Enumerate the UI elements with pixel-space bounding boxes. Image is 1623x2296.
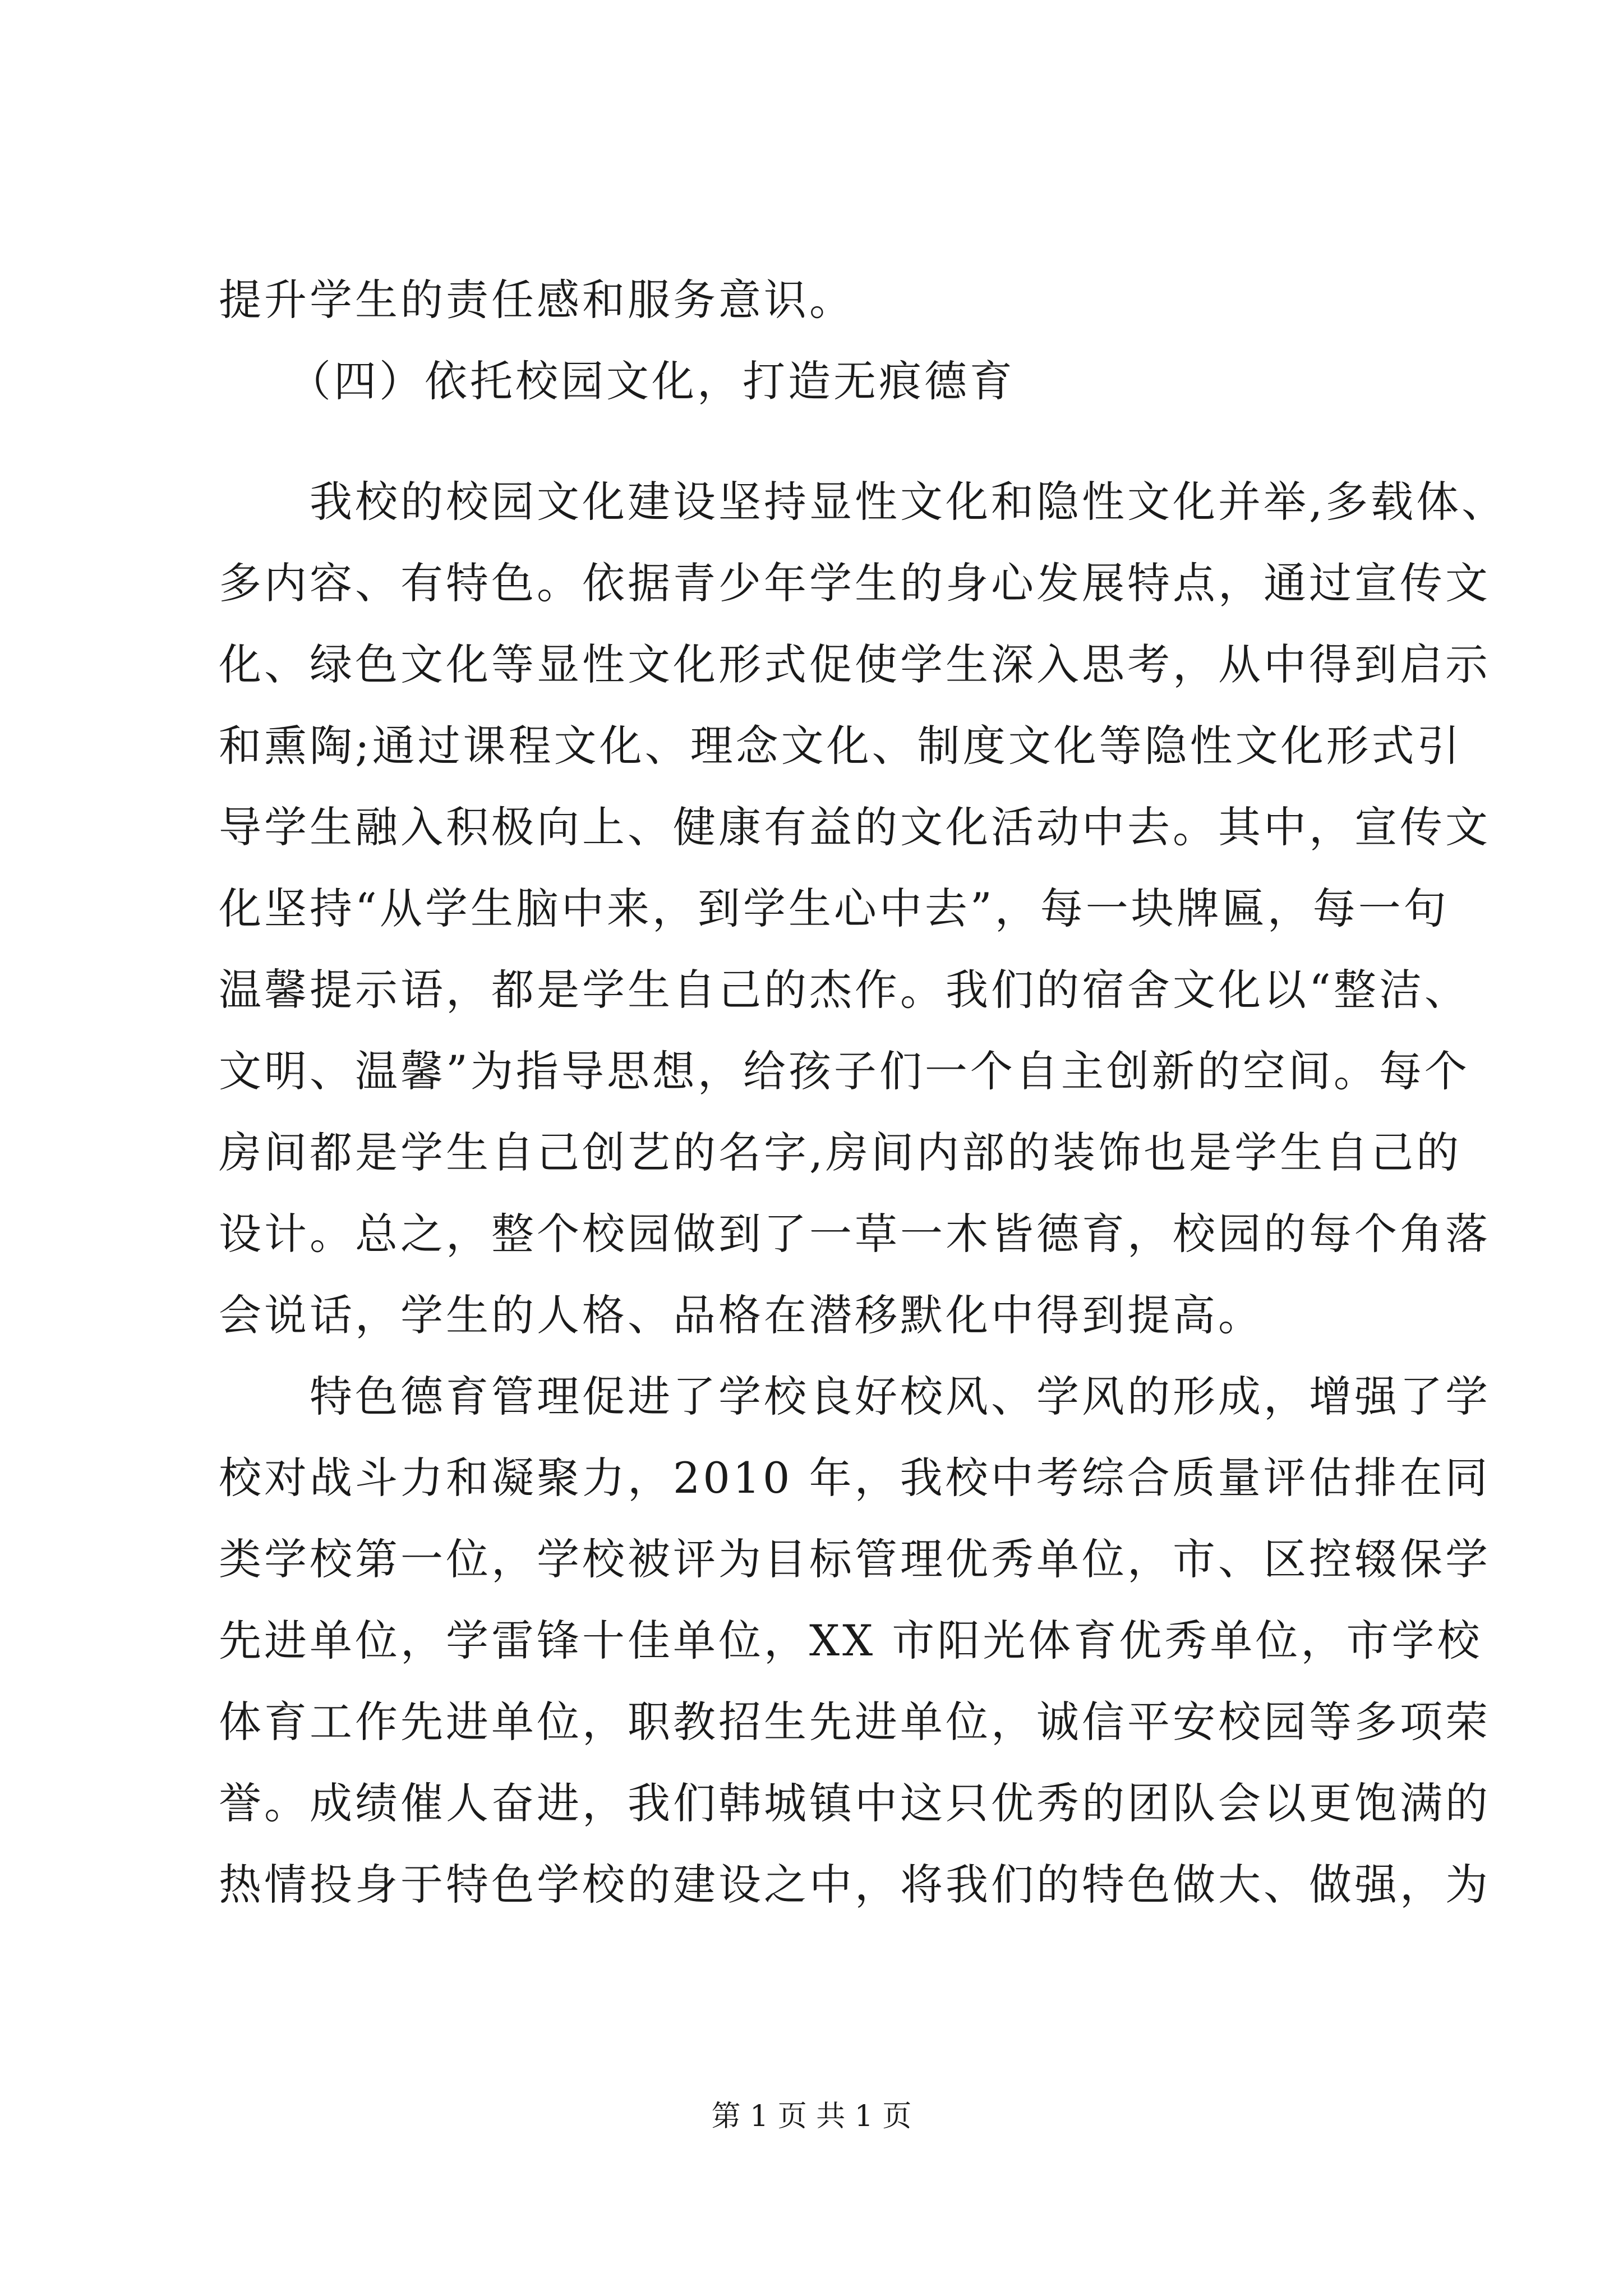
text-line: 化、绿色文化等显性文化形式促使学生深入思考，从中得到启示 (219, 639, 1491, 689)
text-line: 设计。总之，整个校园做到了一草一木皆德育，校园的每个角落 (219, 1209, 1491, 1259)
text-line: 体育工作先进单位，职教招生先进单位，诚信平安校园等多项荣 (219, 1697, 1491, 1747)
text-line: 导学生融入积极向上、健康有益的文化活动中去。其中，宣传文 (219, 802, 1491, 852)
text-line: 提升学生的责任感和服务意识。 (219, 275, 855, 325)
section-heading: （四）依托校园文化，打造无痕德育 (219, 356, 1015, 406)
text-line: 誉。成绩催人奋进，我们韩城镇中这只优秀的团队会以更饱满的 (219, 1778, 1491, 1828)
text-line: 特色德育管理促进了学校良好校风、学风的形成，增强了学 (219, 1372, 1491, 1421)
text-line: 先进单位，学雷锋十佳单位，XX 市阳光体育优秀单位，市学校 (219, 1616, 1483, 1665)
text-line: 会说话，学生的人格、品格在潜移默化中得到提高。 (219, 1290, 1264, 1340)
text-line: 类学校第一位，学校被评为目标管理优秀单位，市、区控辍保学 (219, 1534, 1491, 1584)
text-line: 温馨提示语，都是学生自己的杰作。我们的宿舍文化以“整洁、 (219, 965, 1470, 1015)
text-line: 热情投身于特色学校的建设之中，将我们的特色做大、做强，为 (219, 1860, 1491, 1910)
text-line: 校对战斗力和凝聚力，2010 年，我校中考综合质量评估排在同 (219, 1453, 1491, 1503)
page-footer: 第 1 页 共 1 页 (711, 2100, 912, 2133)
text-line: 我校的校园文化建设坚持显性文化和隐性文化并举,多载体、 (219, 477, 1507, 527)
text-line: 多内容、有特色。依据青少年学生的身心发展特点，通过宣传文 (219, 558, 1491, 608)
text-line: 房间都是学生自己创艺的名字,房间内部的装饰也是学生自己的 (219, 1128, 1462, 1177)
text-line: 和熏陶;通过课程文化、理念文化、制度文化等隐性文化形式引 (219, 721, 1463, 771)
text-line: 化坚持“从学生脑中来，到学生心中去”，每一块牌匾，每一句 (219, 884, 1449, 933)
text-line: 文明、温馨”为指导思想，给孩子们一个自主创新的空间。每个 (219, 1046, 1470, 1096)
